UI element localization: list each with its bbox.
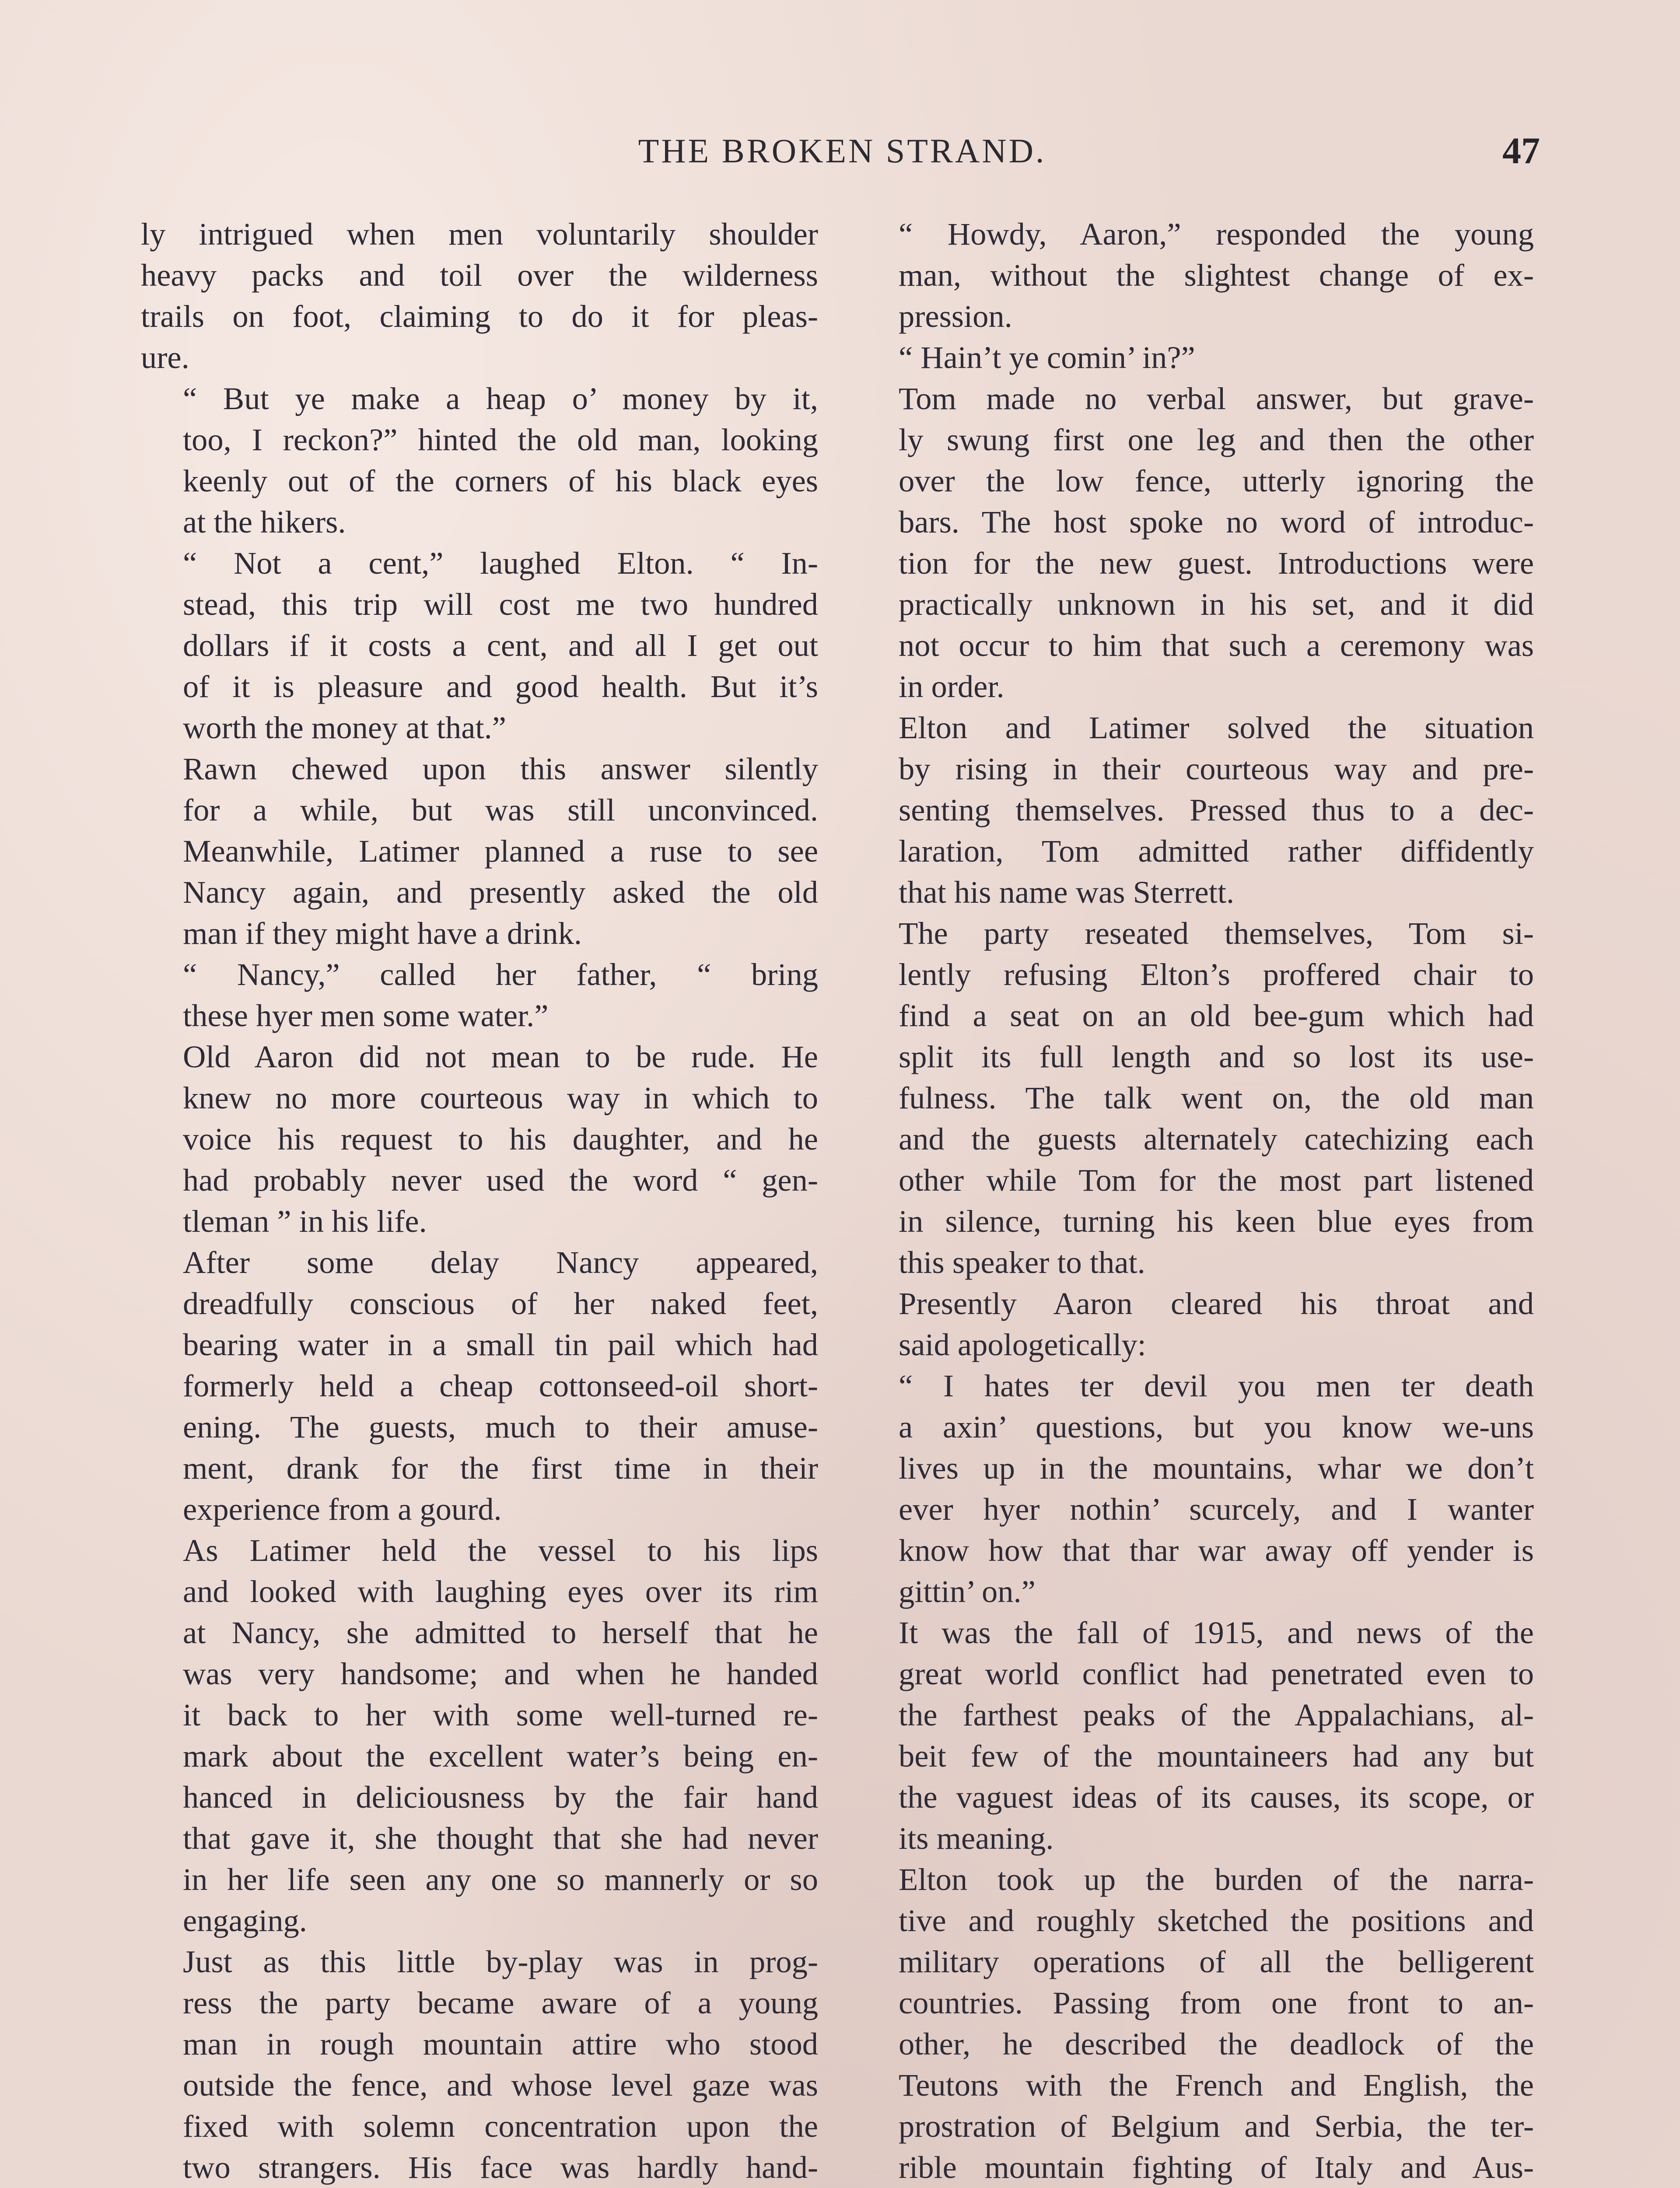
text-line: this speaker to that.: [899, 1245, 1145, 1280]
text-line: a axin’ questions, but you know we-uns: [899, 1409, 1534, 1445]
text-line: prostration of Belgium and Serbia, the ter-: [899, 2108, 1534, 2144]
text-line: pression.: [899, 298, 1012, 334]
text-line: fixed with solemn concentration upon the: [183, 2108, 818, 2144]
paragraph: [857, 378, 1534, 707]
text-line: dreadfully conscious of her naked feet,: [183, 1286, 818, 1321]
right-text-column: [857, 214, 1534, 2188]
text-line: ure.: [141, 340, 189, 375]
text-line: tion for the new guest. Introductions were: [899, 545, 1534, 581]
paragraph: [857, 337, 1534, 378]
text-line: great world conflict had penetrated even to: [899, 1656, 1534, 1691]
text-line: The party reseated themselves, Tom si-: [899, 915, 1534, 951]
text-line: Rawn chewed upon this answer silently: [183, 751, 818, 786]
text-line: ening. The guests, much to their amuse-: [183, 1409, 818, 1445]
text-line: find a seat on an old bee-gum which had: [899, 998, 1534, 1033]
text-line: hanced in deliciousness by the fair hand: [183, 1779, 818, 1815]
text-line: dollars if it costs a cent, and all I get out: [183, 628, 818, 663]
text-line: fulness. The talk went on, the old man: [899, 1080, 1534, 1115]
text-line: two strangers. His face was hardly hand-: [183, 2149, 818, 2185]
text-line: that gave it, she thought that she had never: [183, 1820, 818, 1856]
text-line: engaging.: [183, 1903, 307, 1938]
text-line: worth the money at that.”: [183, 710, 506, 745]
text-line: voice his request to his daughter, and he: [183, 1121, 818, 1157]
text-line: lently refusing Elton’s proffered chair to: [899, 957, 1534, 992]
left-text-column: [141, 214, 818, 2188]
text-line: the farthest peaks of the Appalachians, al-: [899, 1697, 1534, 1732]
text-line: split its full length and so lost its use-: [899, 1039, 1534, 1074]
text-line: for a while, but was still unconvinced.: [183, 792, 818, 828]
text-line: it back to her with some well-turned re-: [183, 1697, 818, 1732]
text-line: had probably never used the word “ gen-: [183, 1162, 818, 1198]
paragraph: [857, 913, 1534, 1283]
text-line: ever hyer nothin’ scurcely, and I wanter: [899, 1491, 1534, 1527]
text-line: by rising in their courteous way and pre-: [899, 751, 1534, 786]
text-line: bearing water in a small tin pail which had: [183, 1327, 818, 1362]
page-number: 47: [1502, 130, 1540, 172]
text-line: these hyer men some water.”: [183, 998, 549, 1033]
text-line: “ I hates ter devil you men ter death: [899, 1368, 1534, 1403]
text-line: knew no more courteous way in which to: [183, 1080, 818, 1115]
text-line: bars. The host spoke no word of introduc-: [899, 504, 1534, 540]
paragraph: [141, 1941, 818, 2188]
text-line: at Nancy, she admitted to herself that he: [183, 1615, 818, 1650]
text-line: senting themselves. Pressed thus to a dec-: [899, 792, 1534, 828]
paragraph: [857, 1365, 1534, 1612]
text-line: Meanwhile, Latimer planned a ruse to see: [183, 833, 818, 869]
text-line: know how that thar war away off yender is: [899, 1532, 1534, 1568]
text-line: in her life seen any one so mannerly or so: [183, 1862, 818, 1897]
text-line: over the low fence, utterly ignoring the: [899, 463, 1534, 498]
text-line: As Latimer held the vessel to his lips: [183, 1532, 818, 1568]
text-line: and looked with laughing eyes over its rim: [183, 1574, 818, 1609]
text-line: Nancy again, and presently asked the old: [183, 874, 818, 910]
text-line: and the guests alternately catechizing each: [899, 1121, 1534, 1157]
text-line: rible mountain fighting of Italy and Aus-: [899, 2149, 1534, 2185]
paragraph: [141, 378, 818, 543]
text-line: keenly out of the corners of his black eyes: [183, 463, 818, 498]
text-line: ment, drank for the first time in their: [183, 1450, 818, 1486]
text-line: at the hikers.: [183, 504, 346, 540]
text-line: outside the fence, and whose level gaze was: [183, 2067, 818, 2103]
text-line: gittin’ on.”: [899, 1574, 1036, 1609]
text-line: ress the party became aware of a young: [183, 1985, 818, 2020]
text-line: formerly held a cheap cottonseed-oil short-: [183, 1368, 818, 1403]
text-line: Tom made no verbal answer, but grave-: [899, 381, 1534, 416]
paragraph: [857, 1859, 1534, 2188]
paragraph: [857, 1612, 1534, 1859]
paragraph: [141, 748, 818, 954]
text-line: laration, Tom admitted rather diffidently: [899, 833, 1534, 869]
text-line: ly intrigued when men voluntarily shoulder: [141, 216, 818, 252]
text-line: other, he described the deadlock of the: [899, 2026, 1534, 2062]
running-title: THE BROKEN STRAND.: [638, 132, 1046, 170]
text-line: in order.: [899, 669, 1004, 704]
text-line: mark about the excellent water’s being en-: [183, 1738, 818, 1774]
text-line: heavy packs and toil over the wilderness: [141, 257, 818, 293]
text-line: its meaning.: [899, 1820, 1054, 1856]
text-line: Elton took up the burden of the narra-: [899, 1862, 1534, 1897]
paragraph: [141, 954, 818, 1036]
paragraph: [141, 1036, 818, 1242]
text-line: Teutons with the French and English, the: [899, 2067, 1534, 2103]
text-line: countries. Passing from one front to an-: [899, 1985, 1534, 2020]
text-line: not occur to him that such a ceremony was: [899, 628, 1534, 663]
paragraph: [857, 707, 1534, 913]
text-line: practically unknown in his set, and it did: [899, 586, 1534, 622]
text-line: “ But ye make a heap o’ money by it,: [183, 381, 818, 416]
text-line: Presently Aaron cleared his throat and: [899, 1286, 1534, 1321]
paragraph: [141, 1242, 818, 1530]
text-line: that his name was Sterrett.: [899, 874, 1235, 910]
text-line: other while Tom for the most part listened: [899, 1162, 1534, 1198]
text-line: “ Not a cent,” laughed Elton. “ In-: [183, 545, 818, 581]
text-line: After some delay Nancy appeared,: [183, 1245, 818, 1280]
text-line: “ Howdy, Aaron,” responded the young: [899, 216, 1534, 252]
text-line: man if they might have a drink.: [183, 915, 582, 951]
text-line: lives up in the mountains, whar we don’t: [899, 1450, 1534, 1486]
text-line: man in rough mountain attire who stood: [183, 2026, 818, 2062]
text-line: too, I reckon?” hinted the old man, looking: [183, 422, 818, 457]
text-line: “ Hain’t ye comin’ in?”: [899, 340, 1195, 375]
text-line: stead, this trip will cost me two hundred: [183, 586, 818, 622]
paragraph: [141, 214, 818, 378]
paragraph: [141, 543, 818, 748]
text-line: was very handsome; and when he handed: [183, 1656, 818, 1691]
text-line: man, without the slightest change of ex-: [899, 257, 1534, 293]
text-line: ly swung first one leg and then the other: [899, 422, 1534, 457]
text-line: tleman ” in his life.: [183, 1203, 427, 1239]
running-head: [144, 131, 1540, 179]
text-line: military operations of all the belligerent: [899, 1944, 1534, 1979]
text-line: of it is pleasure and good health. But it’s: [183, 669, 818, 704]
text-line: Old Aaron did not mean to be rude. He: [183, 1039, 818, 1074]
text-line: trails on foot, claiming to do it for pleas-: [141, 298, 818, 334]
paragraph: [857, 214, 1534, 337]
text-line: experience from a gourd.: [183, 1491, 502, 1527]
text-line: the vaguest ideas of its causes, its scope, or: [899, 1779, 1534, 1815]
text-line: tive and roughly sketched the positions and: [899, 1903, 1534, 1938]
text-line: It was the fall of 1915, and news of the: [899, 1615, 1534, 1650]
text-line: “ Nancy,” called her father, “ bring: [183, 957, 818, 992]
text-line: Elton and Latimer solved the situation: [899, 710, 1534, 745]
text-line: said apologetically:: [899, 1327, 1146, 1362]
paragraph: [141, 1530, 818, 1941]
text-line: in silence, turning his keen blue eyes from: [899, 1203, 1534, 1239]
text-line: beit few of the mountaineers had any but: [899, 1738, 1534, 1774]
text-line: Just as this little by-play was in prog-: [183, 1944, 818, 1979]
paragraph: [857, 1283, 1534, 1365]
